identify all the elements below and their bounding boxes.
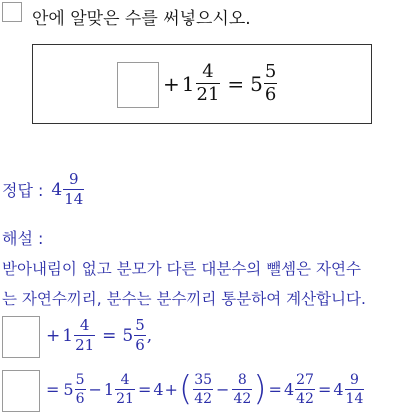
minus-sign: − [216,379,230,399]
fraction: $\frac{9}{14}$ [345,371,364,407]
explanation-blank-box-1 [2,316,40,358]
whole-number: 5 [63,379,74,399]
fraction: $\frac{8}{42}$ [233,371,252,407]
explanation-label: 해설 : [2,229,44,248]
explanation-blank-box-2 [2,370,40,412]
minus-sign: − [88,379,102,399]
answer-line [2,172,85,207]
whole-number: 1 [103,379,115,399]
fraction-4-21: $\frac{4}{21}$ [75,316,95,354]
whole-number: 4 [283,379,295,399]
answer-fraction: $\frac{9}{14}$ [64,170,84,208]
comma: , [146,325,153,346]
fraction: $\frac{27}{42}$ [296,371,314,407]
fraction: $\frac{5}{6}$ [75,371,85,407]
equals-sign: = [268,379,282,399]
fraction: $\frac{4}{21}$ [116,371,134,407]
plus-sign: + [46,325,61,346]
rhs-whole: 5 [250,71,263,96]
whole-number: 4 [153,379,164,399]
instruction-text: 안에 알맞은 수를 써넣으시오. [32,9,251,29]
fraction-5-6: $\frac{5}{6}$ [264,61,277,105]
explanation-text-line1: 받아내림이 없고 분모가 다른 대분수의 뺄셈은 자연수 [2,260,361,278]
close-paren: ) [253,369,267,409]
equals-sign: = [317,379,332,399]
explanation-equation-1 [46,318,152,353]
fraction-5-6: $\frac{5}{6}$ [135,316,145,354]
whole-number: 4 [333,379,344,399]
answer-whole: 4 [51,179,63,200]
plus-sign: + [163,71,180,96]
fraction-4-21: $\frac{4}{21}$ [196,61,220,105]
answer-blank-box-icon [2,2,22,22]
open-paren: ( [178,369,193,409]
answer-label: 정답 : [2,181,44,200]
equals-sign: = [137,379,152,399]
plus-sign: + [164,379,178,399]
explanation-equation-2 [46,369,365,409]
whole-number: 1 [62,325,74,346]
problem-box [32,44,372,124]
whole-number: 5 [122,325,134,346]
fraction: $\frac{35}{42}$ [194,371,213,407]
equals-sign: = [227,71,245,96]
equals-sign: = [102,325,117,346]
equals-sign: = [46,379,60,399]
explanation-text-line2: 는 자연수끼리, 분수는 분수끼리 통분하여 계산합니다. [2,290,366,308]
problem-equation [163,63,278,104]
problem-blank-input[interactable] [117,62,159,108]
mixed-whole: 1 [181,71,195,96]
